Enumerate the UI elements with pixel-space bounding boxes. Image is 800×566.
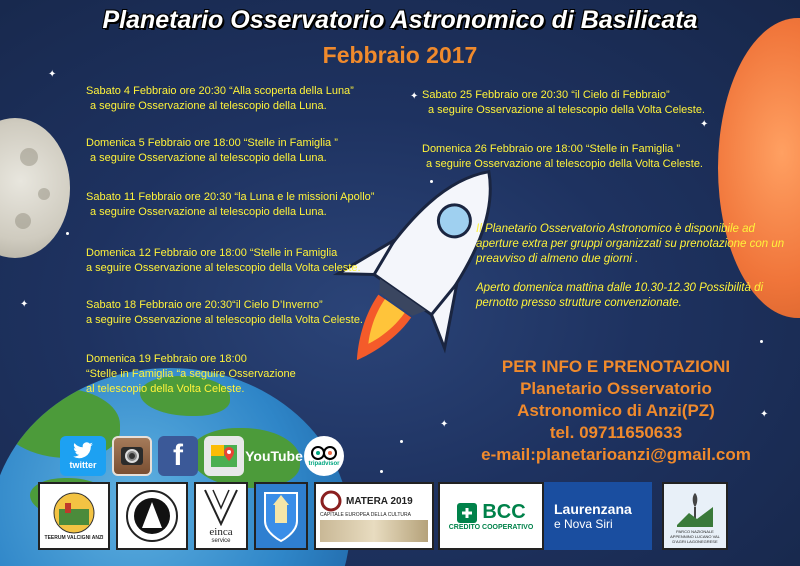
event-item: Domenica 12 Febbraio ore 18:00 “Stelle in Famiglia a seguire Osservazione al telescopio della Volta celeste. bbox=[86, 247, 361, 274]
social-icons bbox=[60, 432, 344, 476]
bcc-logo: BCC CREDITO COOPERATIVO bbox=[438, 482, 544, 550]
event-item: Domenica 5 Febbraio ore 18:00 “Stelle in Famiglia ” a seguire Osservazione al telescopio della Luna. bbox=[86, 137, 338, 164]
poster-subtitle: Febbraio 2017 bbox=[322, 42, 478, 68]
star-icon: ✦ bbox=[700, 119, 709, 130]
event-item: Sabato 11 Febbraio ore 20:30 “la Luna e le missioni Apollo” a seguire Osservazione al telescopio della Luna. bbox=[86, 191, 375, 218]
observatory-logo bbox=[116, 482, 188, 550]
event-item: Sabato 4 Febbraio ore 20:30 “Alla scoperta della Luna” a seguire Osservazione al telescopio della Luna. bbox=[86, 85, 354, 112]
tripadvisor-label: tripadvisor bbox=[308, 461, 340, 467]
star-dot bbox=[380, 470, 383, 473]
tripadvisor-icon[interactable] bbox=[304, 436, 344, 476]
poster-title: Planetario Osservatorio Astronomico di Basilicata bbox=[102, 6, 698, 34]
star-dot bbox=[760, 340, 763, 343]
contact-block bbox=[436, 356, 796, 466]
einca-logo: einca service bbox=[194, 482, 248, 550]
moon-illustration bbox=[0, 118, 70, 258]
star-icon: ✦ bbox=[760, 409, 769, 420]
youtube-label: YouTube bbox=[245, 448, 303, 464]
star-icon: ✦ bbox=[20, 299, 29, 310]
parco-nazionale-logo: PARCO NAZIONALE APPENNINO LUCANO VAL D'AGRI LAGONEGRESE bbox=[662, 482, 728, 550]
availability-text: Il Planetario Osservatorio Astronomico è disponibile ad aperture extra per gruppi organizzati su prenotazione con un preavviso di almeno due giorni . bbox=[476, 223, 785, 265]
star-dot bbox=[66, 232, 69, 235]
contact-heading: PER INFO E PRENOTAZIONI bbox=[501, 357, 731, 376]
info-block bbox=[476, 222, 796, 325]
municipality-crest-logo bbox=[254, 482, 308, 550]
contact-org-line1: Planetario Osservatorio bbox=[520, 379, 712, 398]
telium-logo: TEERUM VALCIGNI ANZI bbox=[38, 482, 110, 550]
star-dot bbox=[400, 440, 403, 443]
opening-hours-text: Aperto domenica mattina dalle 10.30-12.30 Possibilità di pernotto presso strutture convenzionate. bbox=[476, 282, 764, 309]
event-item: Domenica 26 Febbraio ore 18:00 “Stelle in Famiglia ” a seguire Osservazione al telescopio della Volta Celeste. bbox=[422, 143, 703, 170]
youtube-icon[interactable] bbox=[245, 436, 303, 476]
bank-name-logo: Laurenzana e Nova Siri bbox=[544, 482, 652, 550]
google-maps-icon[interactable] bbox=[204, 436, 244, 476]
partner-logos bbox=[38, 482, 738, 554]
star-icon: ✦ bbox=[410, 91, 419, 102]
facebook-icon[interactable]: f bbox=[158, 436, 198, 476]
event-item: Domenica 19 Febbraio ore 18:00 “Stelle in Famiglia “a seguire Osservazione al telescopio della Volta Celeste. bbox=[86, 353, 296, 395]
star-icon: ✦ bbox=[440, 419, 449, 430]
twitter-icon[interactable] bbox=[60, 436, 106, 476]
contact-phone[interactable]: tel. 09711650633 bbox=[549, 423, 683, 442]
matera-2019-logo: MATERA 2019 CAPITALE EUROPEA DELLA CULTURA bbox=[314, 482, 434, 550]
instagram-icon[interactable] bbox=[112, 436, 152, 476]
contact-email[interactable]: e-mail:planetarioanzi@gmail.com bbox=[481, 445, 751, 464]
event-item: Sabato 25 Febbraio ore 20:30 “il Cielo di Febbraio” a seguire Osservazione al telescopio della Volta Celeste. bbox=[422, 89, 705, 116]
star-icon: ✦ bbox=[48, 69, 57, 80]
contact-org-line2: Astronomico di Anzi(PZ) bbox=[517, 401, 715, 420]
event-item: Sabato 18 Febbraio ore 20:30“il Cielo D’Inverno” a seguire Osservazione al telescopio della Volta Celeste. bbox=[86, 299, 363, 326]
twitter-label: twitter bbox=[69, 460, 97, 470]
